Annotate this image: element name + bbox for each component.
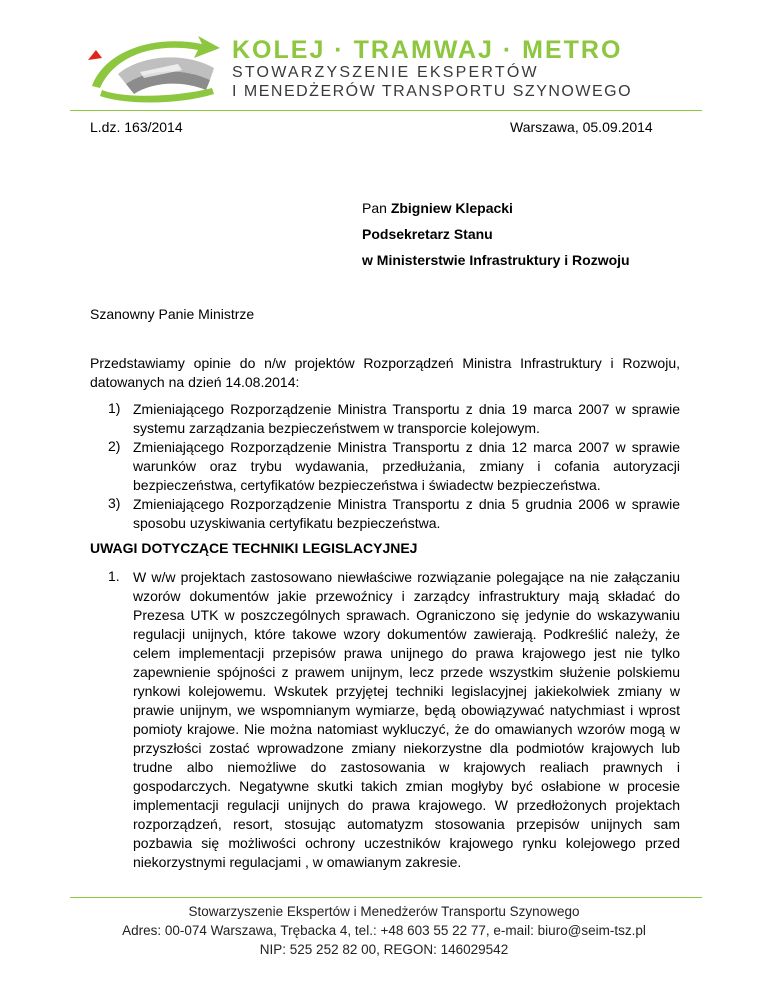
recipient-ministry: w Ministerstwie Infrastruktury i Rozwoju bbox=[362, 252, 630, 268]
footer-organization: Stowarzyszenie Ekspertów i Menedżerów Transportu Szynowego bbox=[188, 904, 580, 919]
brand-subtitle-line1: STOWARZYSZENIE EKSPERTÓW bbox=[232, 64, 539, 81]
place-date: Warszawa, 05.09.2014 bbox=[510, 119, 653, 135]
footer-divider bbox=[70, 897, 702, 898]
recipient-title: Podsekretarz Stanu bbox=[362, 226, 493, 242]
recipient-name-line bbox=[362, 201, 513, 215]
reference-number: L.dz. 163/2014 bbox=[90, 119, 183, 135]
brand-title: KOLEJ · TRAMWAJ · METRO bbox=[232, 36, 623, 64]
section-heading: UWAGI DOTYCZĄCE TECHNIKI LEGISLACYJNEJ bbox=[90, 540, 418, 556]
list-item: Zmieniającego Rozporządzenie Ministra Transportu z dnia 12 marca 2007 w sprawie warunków oraz trybu wydawania, przedłużania, zmiany i cofania autoryzacji bezpieczeństwa, certyfikatów bezpieczeństwa i świadectw bezpieczeństwa. bbox=[133, 439, 680, 493]
remark-number: 1. bbox=[108, 568, 120, 584]
remark-paragraph: W w/w projektach zastosowano niewłaściwe rozwiązanie polegające na nie załączaniu wzorów dokumentów jakie przewoźnicy i zarządcy infrastruktury mają składać do Prezesa UTK w poszczególnych sprawach. Ograniczono się jedynie do wskazywaniu regulacji unijnych, które takowe wzory dokumentów zawierają. Podkreślić należy, że celem implementacji przepisów prawa unijnego do prawa krajowego jest nie tylko zapewnienie spójności z prawem unijnym, lecz przede wszystkim służenie polskiemu rynkowi kolejowemu. Wskutek przyjętej techniki legislacyjnej jakiekolwiek zmiany w prawie unijnym, we wspomnianym wymiarze, będą obowiązywać natychmiast i wprost pomioty krajowe. Nie można natomiast wykluczyć, że do omawianych wzorów mogą w przyszłości zostać wprowadzone zmiany niekorzystne dla podmiotów krajowych lub trudne albo niemożliwe do zastosowania w krajowych realiach prawnych i gospodarczych. Negatywne skutki takich zmian mogłyby być osłabione w procesie implementacji regulacji unijnych do prawa krajowego. W przedłożonych projektach rozporządzeń, resort, stosując automatyzm stosowania przepisów unijnych sam pozbawia się możliwości ochrony uczestników krajowego rynku kolejowego przed niekorzystnymi regulacjami , w omawianym zakresie. bbox=[133, 569, 680, 870]
list-item-number: 3) bbox=[108, 495, 121, 511]
recipient-prefix: Pan bbox=[362, 200, 391, 216]
intro-paragraph: Przedstawiamy opinie do n/w projektów Rozporządzeń Ministra Infrastruktury i Rozwoju, datowanych na dzień 14.08.2014: bbox=[90, 355, 680, 390]
brand-subtitle-line2: I MENEDŻERÓW TRANSPORTU SZYNOWEGO bbox=[232, 83, 633, 100]
list-item-number: 1) bbox=[108, 400, 121, 416]
footer-address: Adres: 00-074 Warszawa, Trębacka 4, tel.: +48 603 55 22 77, e-mail: biuro@seim-tsz.pl bbox=[122, 923, 646, 938]
footer-registration: NIP: 525 252 82 00, REGON: 146029542 bbox=[259, 942, 509, 957]
header-divider bbox=[70, 110, 702, 111]
recipient-name: Zbigniew Klepacki bbox=[390, 200, 513, 216]
list-item-number: 2) bbox=[108, 438, 121, 454]
list-item: Zmieniającego Rozporządzenie Ministra Transportu z dnia 5 grudnia 2006 w sprawie sposobu uzyskiwania certyfikatu bezpieczeństwa. bbox=[133, 496, 680, 531]
logo-train-icon bbox=[82, 28, 230, 106]
list-item: Zmieniającego Rozporządzenie Ministra Transportu z dnia 19 marca 2007 w sprawie systemu zarządzania bezpieczeństwem w transporcie kolejowym. bbox=[133, 401, 680, 436]
salutation: Szanowny Panie Ministrze bbox=[90, 306, 255, 322]
